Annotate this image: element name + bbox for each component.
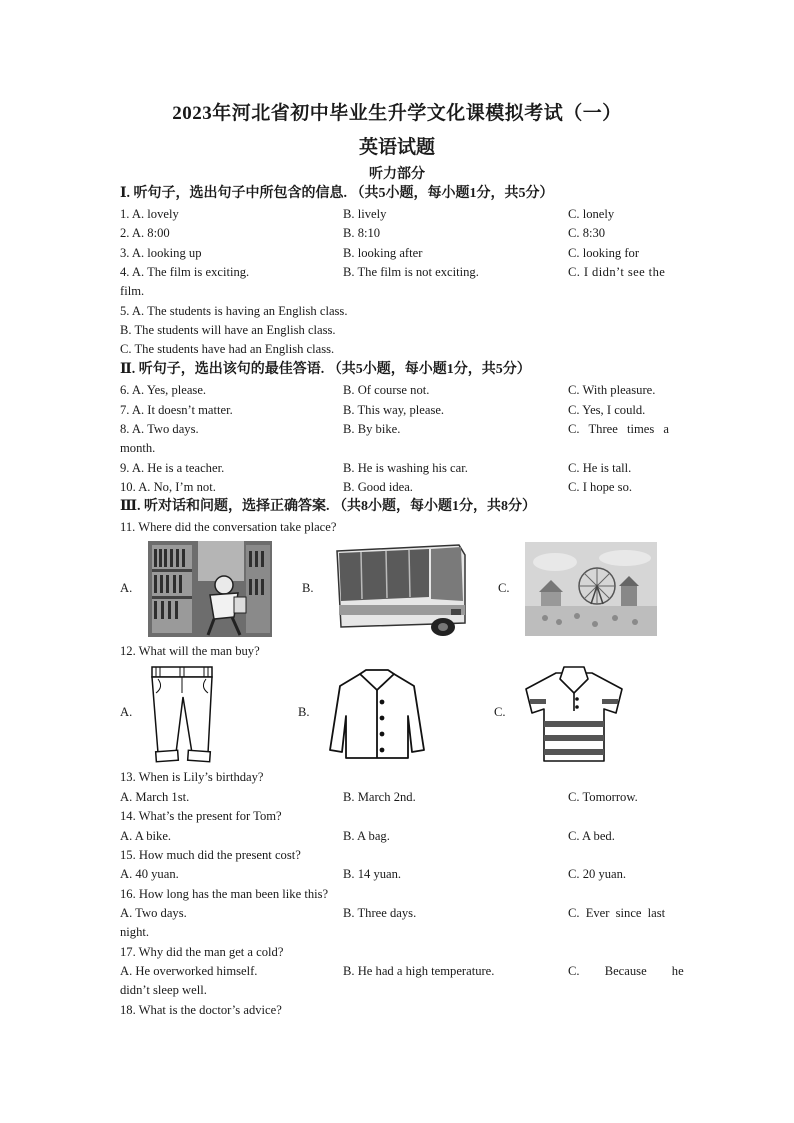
question-5-option-a: 5. A. The students is having an English class. bbox=[120, 304, 348, 318]
option-c: C. Because he bbox=[568, 964, 684, 978]
section-2-heading: Ⅱ. 听句子，选出该句的最佳答语. （共5小题，每小题1分，共5分） bbox=[120, 362, 531, 377]
q11-option-a-letter: A. bbox=[120, 581, 133, 595]
section-1-heading: Ⅰ. 听句子，选出句子中所包含的信息. （共5小题，每小题1分，共5分） bbox=[120, 186, 554, 201]
option-a: 1. A. lovely bbox=[120, 207, 179, 221]
question-17-wrap: didn’t sleep well. bbox=[120, 983, 207, 997]
question-4 bbox=[120, 263, 675, 282]
question-13-text: 13. When is Lily’s birthday? bbox=[120, 770, 264, 784]
bus-picture bbox=[331, 541, 468, 638]
option-b: B. 14 yuan. bbox=[343, 867, 402, 881]
question-6 bbox=[120, 381, 675, 400]
option-a: A. Two days. bbox=[120, 906, 187, 920]
question-2 bbox=[120, 224, 675, 243]
option-c: C. Ever since last bbox=[568, 906, 666, 920]
q12-option-b-letter: B. bbox=[298, 705, 310, 719]
q11-option-b-letter: B. bbox=[302, 581, 314, 595]
option-b: B. March 2nd. bbox=[343, 790, 416, 804]
option-a: A. 40 yuan. bbox=[120, 867, 179, 881]
option-c: C. I didn’t see the bbox=[568, 265, 666, 279]
question-14-options bbox=[120, 827, 675, 846]
option-c: C. I hope so. bbox=[568, 480, 633, 494]
question-10 bbox=[120, 478, 675, 497]
question-16-options bbox=[120, 904, 675, 923]
question-16-text: 16. How long has the man been like this? bbox=[120, 887, 329, 901]
question-17-options bbox=[120, 962, 684, 981]
striped-shirt-picture bbox=[522, 663, 626, 765]
option-c: C. 20 yuan. bbox=[568, 867, 627, 881]
amusement-park-picture bbox=[525, 542, 657, 636]
question-13-options bbox=[120, 788, 675, 807]
question-17-text: 17. Why did the man get a cold? bbox=[120, 945, 284, 959]
option-b: B. looking after bbox=[343, 246, 423, 260]
option-a: 10. A. No, I’m not. bbox=[120, 480, 216, 494]
q12-option-c-letter: C. bbox=[494, 705, 506, 719]
q11-option-c-letter: C. bbox=[498, 581, 510, 595]
library-picture bbox=[148, 541, 272, 637]
option-b: B. He is washing his car. bbox=[343, 461, 468, 475]
option-c: C. lonely bbox=[568, 207, 615, 221]
question-12-text: 12. What will the man buy? bbox=[120, 644, 260, 658]
question-4-wrap: film. bbox=[120, 284, 145, 298]
option-c: C. 8:30 bbox=[568, 226, 606, 240]
option-c: C. He is tall. bbox=[568, 461, 632, 475]
option-c: C. Tomorrow. bbox=[568, 790, 638, 804]
option-a: 6. A. Yes, please. bbox=[120, 383, 207, 397]
option-a: 4. A. The film is exciting. bbox=[120, 265, 250, 279]
option-c: C. Three times a bbox=[568, 422, 670, 436]
option-b: B. Good idea. bbox=[343, 480, 413, 494]
option-b: B. By bike. bbox=[343, 422, 401, 436]
option-a: 7. A. It doesn’t matter. bbox=[120, 403, 233, 417]
question-5-option-b: B. The students will have an English class. bbox=[120, 323, 336, 337]
option-b: B. A bag. bbox=[343, 829, 390, 843]
question-3 bbox=[120, 244, 675, 263]
q12-option-a-letter: A. bbox=[120, 705, 133, 719]
question-14-text: 14. What’s the present for Tom? bbox=[120, 809, 282, 823]
option-c: C. Yes, I could. bbox=[568, 403, 646, 417]
exam-title: 2023年河北省初中毕业生升学文化课模拟考试（一） bbox=[172, 103, 622, 124]
trousers-picture bbox=[146, 663, 218, 765]
option-b: B. This way, please. bbox=[343, 403, 445, 417]
section-3-heading: Ⅲ. 听对话和问题，选择正确答案. （共8小题，每小题1分，共8分） bbox=[120, 499, 537, 514]
question-16-wrap: night. bbox=[120, 925, 150, 939]
option-a: A. He overworked himself. bbox=[120, 964, 258, 978]
jacket-picture bbox=[328, 666, 426, 762]
option-c: C. A bed. bbox=[568, 829, 615, 843]
option-b: B. Three days. bbox=[343, 906, 417, 920]
option-a: 8. A. Two days. bbox=[120, 422, 199, 436]
option-b: B. The film is not exciting. bbox=[343, 265, 479, 279]
option-a: 2. A. 8:00 bbox=[120, 226, 170, 240]
option-b: B. 8:10 bbox=[343, 226, 381, 240]
question-15-options bbox=[120, 865, 675, 884]
question-8-wrap: month. bbox=[120, 441, 156, 455]
option-b: B. Of course not. bbox=[343, 383, 430, 397]
option-c: C. With pleasure. bbox=[568, 383, 656, 397]
option-a: A. A bike. bbox=[120, 829, 172, 843]
option-b: B. He had a high temperature. bbox=[343, 964, 495, 978]
exam-subtitle: 英语试题 bbox=[358, 137, 435, 158]
listening-part-label: 听力部分 bbox=[369, 167, 425, 182]
question-5-option-c: C. The students have had an English class. bbox=[120, 342, 335, 356]
option-c: C. looking for bbox=[568, 246, 640, 260]
option-a: A. March 1st. bbox=[120, 790, 190, 804]
question-7 bbox=[120, 401, 675, 420]
question-1 bbox=[120, 205, 675, 224]
option-a: 9. A. He is a teacher. bbox=[120, 461, 225, 475]
option-a: 3. A. looking up bbox=[120, 246, 202, 260]
option-b: B. lively bbox=[343, 207, 387, 221]
question-9 bbox=[120, 459, 675, 478]
question-15-text: 15. How much did the present cost? bbox=[120, 848, 301, 862]
question-18-text: 18. What is the doctor’s advice? bbox=[120, 1003, 282, 1017]
question-8 bbox=[120, 420, 675, 439]
question-11-text: 11. Where did the conversation take place? bbox=[120, 520, 337, 534]
